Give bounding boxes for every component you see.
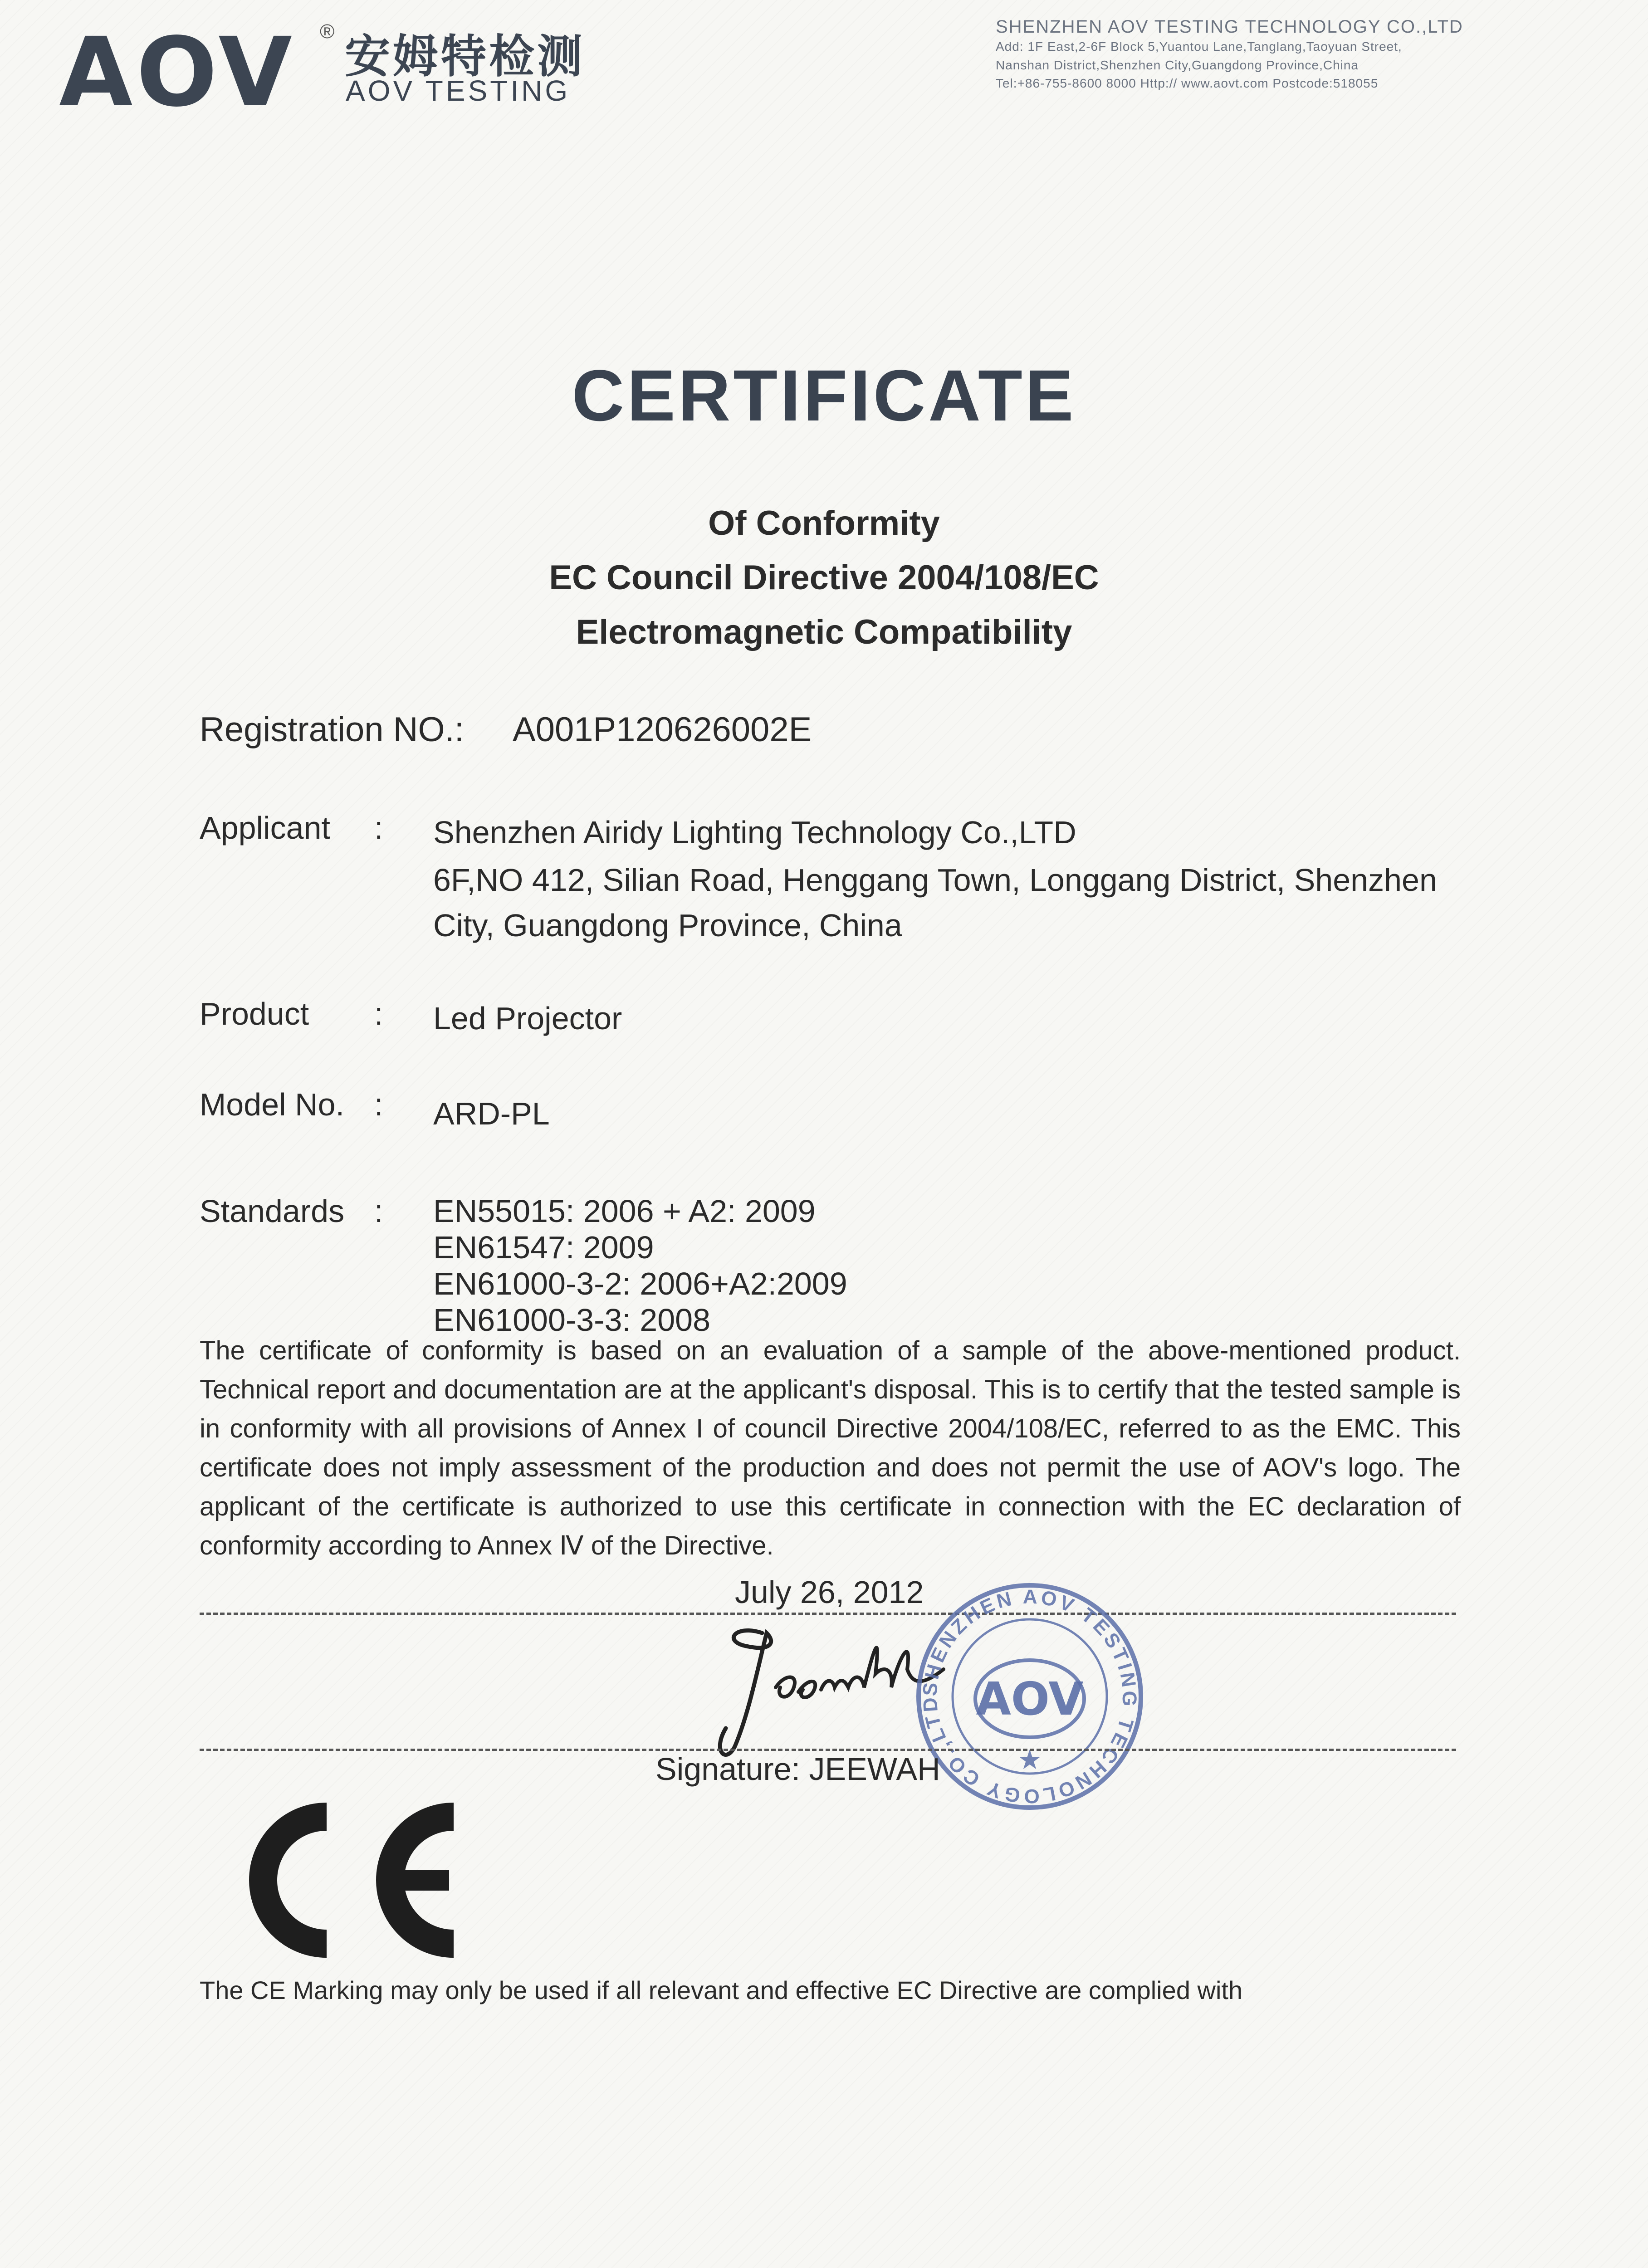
registration-label: Registration NO.: xyxy=(200,710,464,749)
applicant-address-line2: City, Guangdong Province, China xyxy=(433,908,902,943)
product-colon: : xyxy=(374,996,383,1031)
stamp-ring-text: SHENZHEN AOV TESTING TECHNOLOGY CO.,LTD xyxy=(919,1585,1141,1808)
subtitle-directive: EC Council Directive 2004/108/EC xyxy=(549,558,1099,597)
company-info xyxy=(996,16,1613,93)
aov-logo: AOV xyxy=(59,17,296,128)
standard-item: EN61547: 2009 xyxy=(433,1230,654,1265)
company-address-line2: Nanshan District,Shenzhen City,Guangdong Province,China xyxy=(996,58,1359,72)
ce-mark-icon xyxy=(227,1799,472,1962)
registered-mark: ® xyxy=(320,20,335,43)
product-value: Led Projector xyxy=(433,1001,622,1036)
logo-english-name: AOV TESTING xyxy=(346,74,571,107)
standard-item: EN61000-3-2: 2006+A2:2009 xyxy=(433,1266,847,1301)
subtitle-conformity: Of Conformity xyxy=(708,504,940,543)
company-address-line1: Add: 1F East,2-6F Block 5,Yuantou Lane,Tanglang,Taoyuan Street, xyxy=(996,39,1402,54)
standards-label: Standards xyxy=(200,1193,345,1229)
logo-chinese-name: 安姆特检测 xyxy=(345,30,585,83)
model-colon: : xyxy=(374,1087,383,1122)
registration-number: A001P120626002E xyxy=(513,710,812,749)
product-label: Product xyxy=(200,996,309,1031)
model-value: ARD-PL xyxy=(433,1096,550,1131)
ce-marking-note: The CE Marking may only be used if all relevant and effective EC Directive are complied with xyxy=(200,1976,1243,2004)
applicant-name: Shenzhen Airidy Lighting Technology Co.,LTD xyxy=(433,815,1076,850)
company-name: SHENZHEN AOV TESTING TECHNOLOGY CO.,LTD xyxy=(996,17,1463,37)
stamp-logo: AOV xyxy=(976,1672,1084,1725)
svg-text:★: ★ xyxy=(1017,1745,1042,1775)
standards-colon: : xyxy=(374,1193,383,1229)
company-contact: Tel:+86-755-8600 8000 Http:// www.aovt.com Postcode:518055 xyxy=(996,76,1379,91)
issue-date: July 26, 2012 xyxy=(735,1574,924,1610)
applicant-label: Applicant xyxy=(200,810,330,846)
standard-item: EN55015: 2006 + A2: 2009 xyxy=(433,1193,816,1229)
certificate-statement: The certificate of conformity is based on an evaluation of a sample of the above-mentioned product. Technical report and documentation are at the applicant's disposal. This is to certify that the tested sample is in conformity with all provisions of Annex I of council Directive 2004/108/EC, referred to as the EMC. This certificate does not imply assessment of the production and does not permit the use of AOV's logo. The applicant of the certificate is authorized to use this certificate in connection with the EC declaration of conformity according to Annex Ⅳ of the Directive. xyxy=(200,1336,1461,1560)
certificate-title: CERTIFICATE xyxy=(572,355,1076,436)
applicant-address-line1: 6F,NO 412, Silian Road, Henggang Town, Longgang District, Shenzhen xyxy=(433,862,1437,898)
subtitle-emc: Electromagnetic Compatibility xyxy=(576,613,1072,651)
signature-label: Signature: JEEWAH xyxy=(655,1751,940,1787)
model-label: Model No. xyxy=(200,1087,345,1122)
applicant-colon: : xyxy=(374,810,383,846)
standard-item: EN61000-3-3: 2008 xyxy=(433,1302,710,1338)
company-stamp xyxy=(912,1579,1148,1814)
